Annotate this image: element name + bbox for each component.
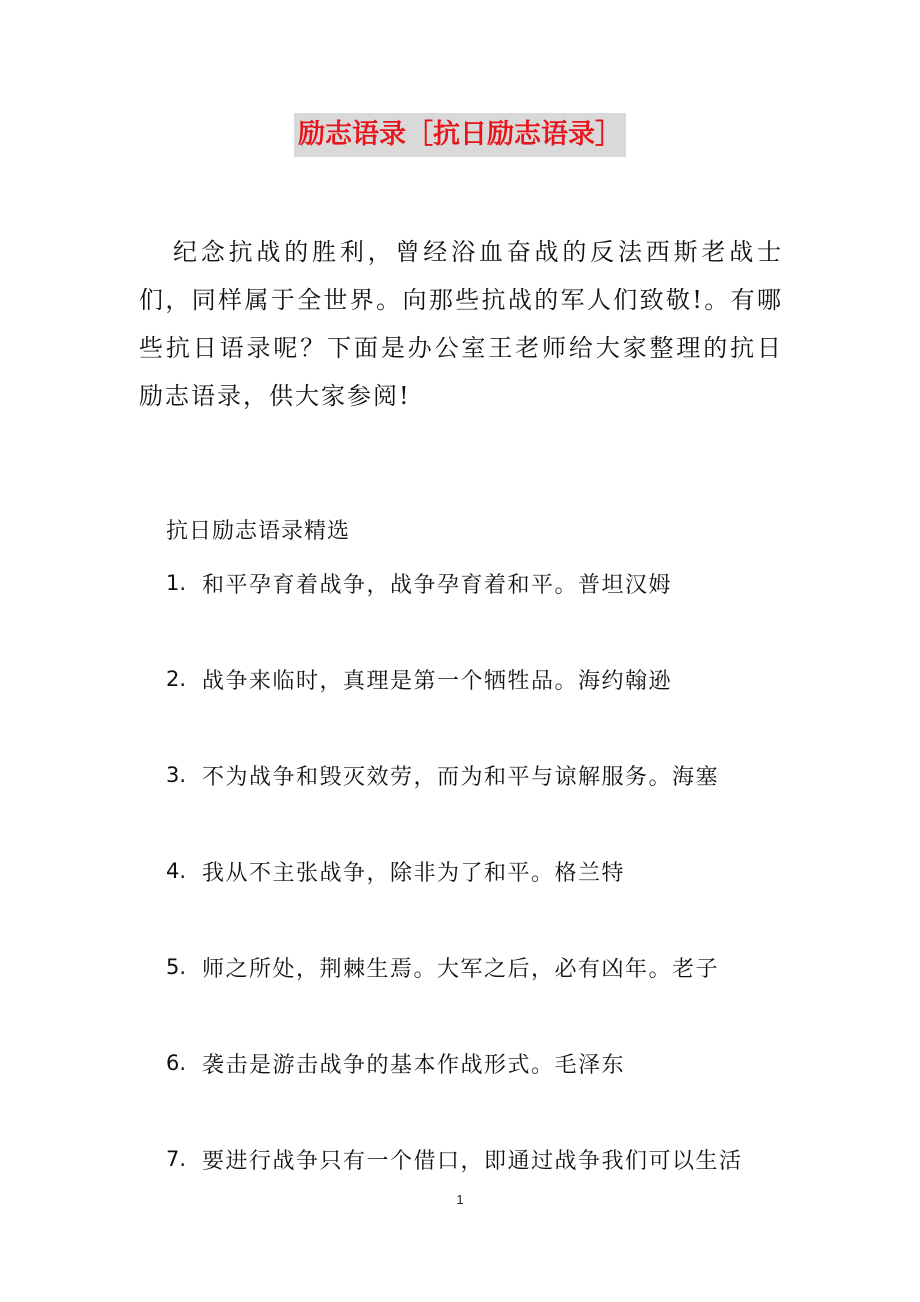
quote-text: 袭击是游击战争的基本作战形式。毛泽东 bbox=[202, 1052, 626, 1078]
quote-item bbox=[166, 1139, 743, 1179]
quote-number: 3. bbox=[166, 763, 187, 787]
quote-text: 要进行战争只有一个借口，即通过战争我们可以生活 bbox=[202, 1148, 743, 1174]
quote-item bbox=[166, 659, 672, 699]
quote-number: 6. bbox=[166, 1051, 187, 1075]
quote-text: 战争来临时，真理是第一个牺牲品。海约翰逊 bbox=[202, 668, 673, 694]
quote-text: 不为战争和毁灭效劳，而为和平与谅解服务。海塞 bbox=[202, 764, 720, 790]
quote-item bbox=[166, 563, 672, 603]
intro-paragraph: 纪念抗战的胜利，曾经浴血奋战的反法西斯老战士们，同样属于全世界。向那些抗战的军人们致敬!。有哪些抗日语录呢？下面是办公室王老师给大家整理的抗日励志语录，供大家参阅! bbox=[139, 238, 783, 410]
quote-item bbox=[166, 851, 625, 891]
quote-item bbox=[166, 947, 719, 987]
page-number: 1 bbox=[456, 1192, 464, 1207]
title-container bbox=[0, 113, 920, 157]
quote-item bbox=[166, 1043, 625, 1083]
quote-text: 师之所处，荆棘生焉。大军之后，必有凶年。老子 bbox=[202, 956, 720, 982]
quote-text: 我从不主张战争，除非为了和平。格兰特 bbox=[202, 860, 626, 886]
quote-number: 5. bbox=[166, 955, 187, 979]
quote-number: 4. bbox=[166, 859, 187, 883]
quote-number: 7. bbox=[166, 1147, 187, 1171]
quote-number: 1. bbox=[166, 571, 187, 595]
document-title: 励志语录［抗日励志语录］ bbox=[294, 113, 626, 157]
quote-number: 2. bbox=[166, 667, 187, 691]
quote-text: 和平孕育着战争，战争孕育着和平。普坦汉姆 bbox=[202, 572, 673, 598]
section-heading: 抗日励志语录精选 bbox=[166, 519, 351, 544]
quote-item bbox=[166, 755, 719, 795]
